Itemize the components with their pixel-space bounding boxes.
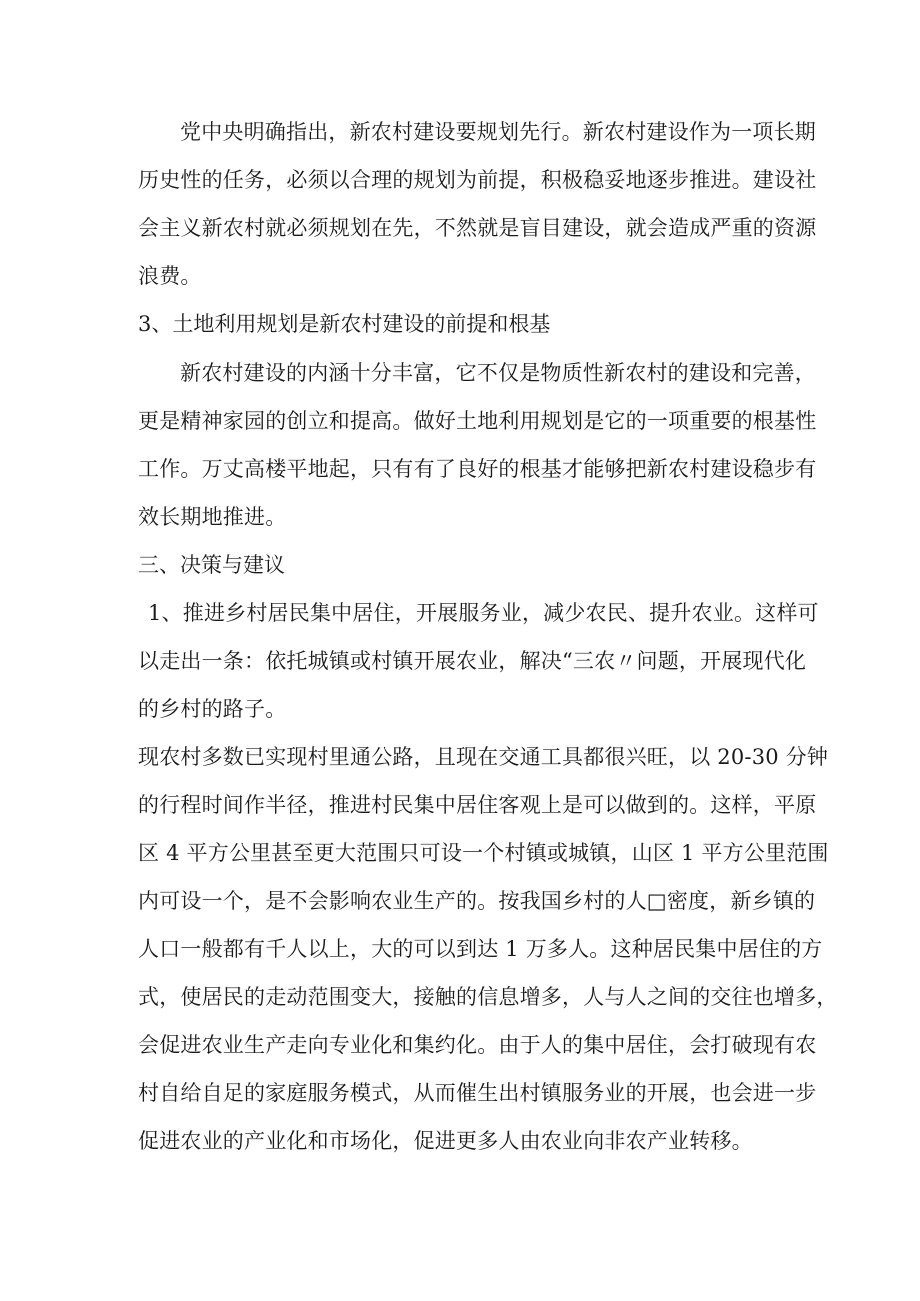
subsection-heading: 3、土地利用规划是新农村建设的前提和根基 <box>138 312 551 336</box>
para3-line-2: 以走出一条：依托城镇或村镇开展农业，解决“三农〃问题，开展现代化 <box>138 649 807 673</box>
para1-line-2: 历史性的任务，必须以合理的规划为前提，积极稳妥地逐步推进。建设社 <box>138 168 817 192</box>
para4-line-5: 人口一般都有千人以上，大的可以到达 1 万多人。这种居民集中居住的方 <box>138 937 823 961</box>
para4-line-3: 区 4 平方公里甚至更大范围只可设一个村镇或城镇，山区 1 平方公里范围 <box>138 841 829 865</box>
para3-line-1: 1、推进乡村居民集中居住，开展服务业，减少农民、提升农业。这样可 <box>148 601 819 625</box>
para4-line-9: 促进农业的产业化和市场化，促进更多人由农业向非农产业转移。 <box>138 1129 753 1153</box>
para2-line-4: 效长期地推进。 <box>138 505 287 529</box>
para4-line-6: 式，使居民的走动范围变大，接触的信息增多，人与人之间的交往也增多， <box>138 985 838 1009</box>
para1-line-3: 会主义新农村就必须规划在先，不然就是盲目建设，就会造成严重的资源 <box>138 216 817 240</box>
para1-line-4: 浪费。 <box>138 264 202 288</box>
para3-line-3: 的乡村的路子。 <box>138 697 287 721</box>
para4-line-2: 的行程时间作半径，推进村民集中居住客观上是可以做到的。这样，平原 <box>138 793 817 817</box>
para4-line-8: 村自给自足的家庭服务模式，从而催生出村镇服务业的开展，也会进一步 <box>138 1081 817 1105</box>
para4-line-7: 会促进农业生产走向专业化和集约化。由于人的集中居住，会打破现有农 <box>138 1033 817 1057</box>
para4-line-1: 现农村多数已实现村里通公路，且现在交通工具都很兴旺，以 20-30 分钟 <box>138 745 829 769</box>
para1-line-1: 党中央明确指出，新农村建设要规划先行。新农村建设作为一项长期 <box>180 120 816 144</box>
section-heading: 三、决策与建议 <box>138 553 285 577</box>
para2-line-3: 工作。万丈高楼平地起，只有有了良好的根基才能够把新农村建设稳步有 <box>138 457 817 481</box>
para2-line-2: 更是精神家园的创立和提高。做好土地利用规划是它的一项重要的根基性 <box>138 409 817 433</box>
para2-line-1: 新农村建设的内涵十分丰富，它不仅是物质性新农村的建设和完善， <box>180 361 816 385</box>
para4-line-4: 内可设一个，是不会影响农业生产的。按我国乡村的人□密度，新乡镇的 <box>138 889 816 913</box>
